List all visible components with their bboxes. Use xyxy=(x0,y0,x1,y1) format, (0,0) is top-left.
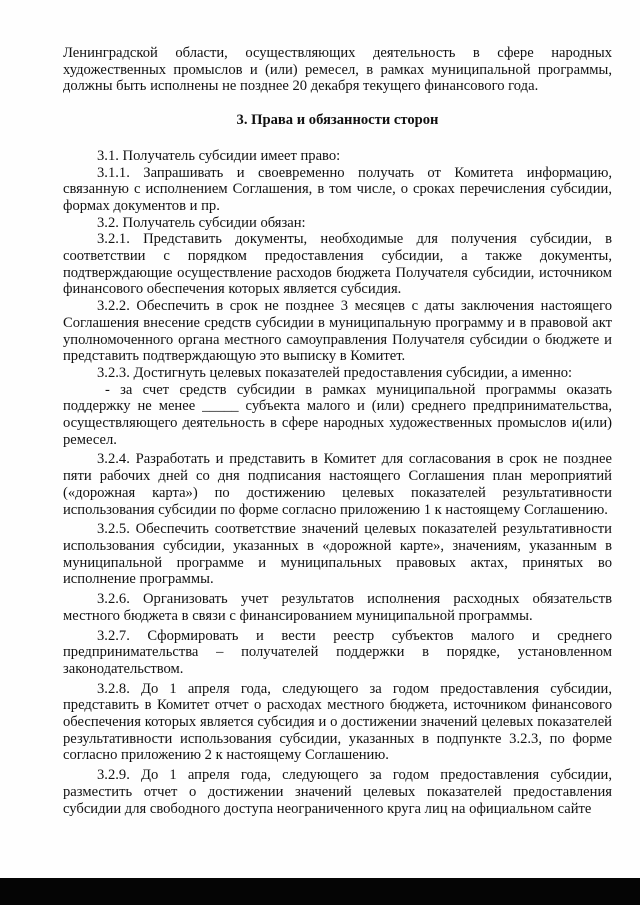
clause-3-1-1: 3.1.1. Запрашивать и своевременно получать от Комитета информацию, связанную с исполнением Соглашения, в том числе, о сроках перечисления субсидии, формах документов и пр. xyxy=(63,164,612,214)
clause-3-2-5: 3.2.5. Обеспечить соответствие значений целевых показателей результативности использования субсидии, указанных в «дорожной карте», значениям, указанным в муниципальной программе и муниципальных правовых актах, принятых во исполнение программы. xyxy=(63,521,612,588)
clause-3-2-7: 3.2.7. Сформировать и вести реестр субъектов малого и среднего предпринимательства – получателей поддержки в порядке, установленном законодательством. xyxy=(63,627,612,677)
clause-3-1: 3.1. Получатель субсидии имеет право: xyxy=(97,147,341,164)
section-heading: 3. Права и обязанности сторон xyxy=(236,112,439,129)
clause-3-2-2: 3.2.2. Обеспечить в срок не позднее 3 месяцев с даты заключения настоящего Соглашения внесение средств субсидии в муниципальную программу и в правовой акт уполномоченного органа местного самоуправления Получателя субсидии о бюджете и представить подтверждающую это выписку в Комитет. xyxy=(63,298,612,365)
clause-3-2: 3.2. Получатель субсидии обязан: xyxy=(97,214,306,231)
intro-paragraph: Ленинградской области, осуществляющих деятельность в сфере народных художественных промыслов и (или) ремесел, в рамках муниципальной программы, должны быть исполнены не позднее 20 декабря текущего финансового года. xyxy=(63,45,612,95)
clause-3-2-9: 3.2.9. До 1 апреля года, следующего за годом предоставления субсидии, разместить отчет о достижении значений целевых показателей предоставления субсидии для свободного доступа неограниченного круга лиц на официальном сайте xyxy=(63,767,612,817)
document-body xyxy=(63,45,612,817)
clause-3-2-1: 3.2.1. Представить документы, необходимые для получения субсидии, в соответствии с порядком предоставления субсидии, а также документы, подтверждающие осуществление расходов бюджета Получателя субсидии, источником финансового обеспечения которых является субсидия. xyxy=(63,231,612,298)
clause-3-2-6: 3.2.6. Организовать учет результатов исполнения расходных обязательств местного бюджета в связи с финансированием муниципальной программы. xyxy=(63,591,612,624)
clause-3-2-3-item: - за счет средств субсидии в рамках муниципальной программы оказать поддержку не менее _____ субъекта малого и (или) среднего предпринимательства, осуществляющего деятельность в сфере народных художественных промыслов и(или) ремесел. xyxy=(63,381,612,448)
clause-3-2-3: 3.2.3. Достигнуть целевых показателей предоставления субсидии, а именно: xyxy=(97,364,573,381)
scan-border-strip xyxy=(0,878,640,905)
clause-3-2-4: 3.2.4. Разработать и представить в Комитет для согласования в срок не позднее пяти рабочих дней со дня подписания настоящего Соглашения план мероприятий («дорожная карта») по достижению целевых показателей результативности использования субсидии по форме согласно приложению 1 к настоящему Соглашению. xyxy=(63,451,612,518)
clause-3-2-8: 3.2.8. До 1 апреля года, следующего за годом предоставления субсидии, представить в Комитет отчет о расходах местного бюджета, источником финансового обеспечения которых является субсидия и о достижении значений целевых показателей результативности использования субсидии, указанных в подпункте 3.2.3, по форме согласно приложению 2 к настоящему Соглашению. xyxy=(63,680,612,764)
